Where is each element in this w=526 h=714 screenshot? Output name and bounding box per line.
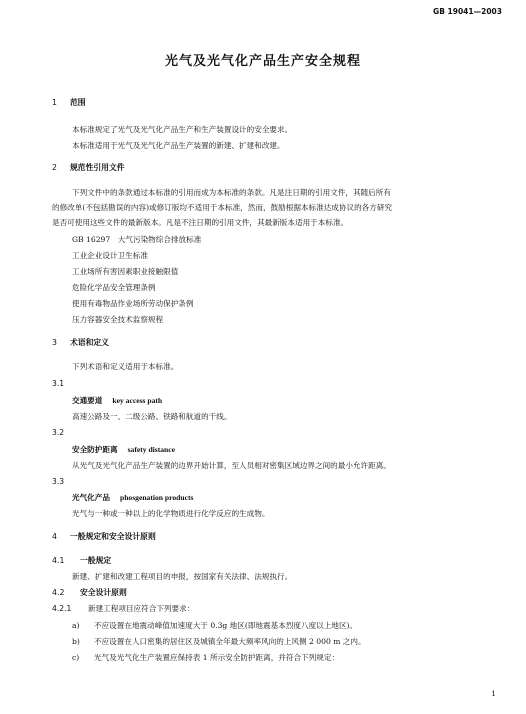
list-label: c)	[72, 653, 80, 662]
list-item	[72, 653, 339, 663]
paragraph: 是否可使用这些文件的最新版本。凡是不注日期的引用文件，其最新版本适用于本标准。	[52, 218, 349, 227]
document-title: 光气及光气化产品生产安全规程	[164, 54, 361, 69]
list-item	[72, 621, 357, 631]
subsection-number: 4.2	[52, 588, 65, 597]
term-number: 3.2	[52, 428, 65, 437]
paragraph: 本标准规定了光气及光气化产品生产和生产装置设计的安全要求。	[72, 125, 293, 134]
clause-number: 4.2.1	[52, 604, 72, 613]
section-3-heading	[52, 338, 109, 348]
term-entry	[72, 445, 175, 455]
reference-item: 工业企业设计卫生标准	[72, 251, 148, 260]
subsection-title: 一般规定	[80, 556, 112, 565]
subsection-title: 安全设计原则	[80, 588, 127, 597]
reference-item: GB 16297 大气污染物综合排放标准	[72, 235, 202, 244]
reference-item: 工业场所有害因素职业接触限值	[72, 267, 179, 276]
paragraph: 本标准适用于光气及光气化产品生产装置的新建、扩建和改建。	[72, 141, 285, 150]
term-definition: 高速公路及一、二级公路、铁路和航道的干线。	[72, 412, 232, 421]
section-title: 范围	[70, 98, 86, 107]
section-1-heading	[52, 98, 86, 108]
term-entry	[72, 493, 193, 503]
list-label: b)	[72, 637, 80, 646]
reference-item: 危险化学品安全管理条例	[72, 283, 156, 292]
section-2-heading	[52, 163, 125, 173]
term-en: key access path	[112, 396, 163, 405]
reference-item: 使用有毒物品作业场所劳动保护条例	[72, 299, 194, 308]
subsection-number: 4.1	[52, 556, 65, 565]
section-number: 1	[52, 98, 57, 107]
page-number: 1	[491, 689, 496, 698]
list-text: 不应设置在地震动峰值加速度大于 0.3g 地区(即地震基本烈度八度以上地区)。	[94, 621, 358, 630]
list-text: 不应设置在人口密集的居住区及城镇全年最大频率风向的上风侧 2 000 m 之内。	[94, 637, 366, 646]
term-entry	[72, 396, 162, 406]
term-definition: 从光气及光气化产品生产装置的边界开始计算，至人员相对密集区域边界之间的最小允许距离。	[72, 461, 391, 470]
section-title: 术语和定义	[70, 338, 109, 347]
term-zh: 安全防护距离	[72, 445, 118, 454]
section-title: 规范性引用文件	[70, 163, 125, 172]
term-number: 3.3	[52, 477, 65, 486]
section-number: 4	[52, 532, 57, 541]
list-text: 光气及光气化生产装置应保持表 1 所示安全防护距离，并符合下列规定：	[94, 653, 340, 662]
term-zh: 光气化产品	[72, 493, 110, 502]
term-number: 3.1	[52, 379, 65, 388]
paragraph: 下列术语和定义适用于本标准。	[72, 362, 179, 371]
section-4-heading	[52, 532, 156, 542]
subsection-4-2-heading	[52, 588, 127, 598]
term-en: phosgenation products	[119, 493, 194, 502]
subsection-4-1-heading	[52, 556, 111, 566]
term-zh: 交通要道	[72, 396, 103, 405]
section-title: 一般规定和安全设计原则	[70, 532, 156, 541]
paragraph: 新建、扩建和改建工程项目的申报，按国家有关法律、法规执行。	[72, 572, 293, 581]
standard-code: GB 19041—2003	[433, 7, 502, 16]
paragraph: 下列文件中的条款通过本标准的引用而成为本标准的条款。凡是注日期的引用文件，其随后所有	[72, 188, 391, 197]
clause-text: 新建工程项目应符合下列要求：	[88, 604, 195, 613]
paragraph: 的修改单(不包括勘误的内容)或修订版均不适用于本标准，然而，鼓励根据本标准达成协议的各方研究	[52, 203, 393, 212]
list-label: a)	[72, 621, 80, 630]
section-number: 3	[52, 338, 57, 347]
list-item	[72, 637, 366, 647]
reference-item: 压力容器安全技术监察规程	[72, 315, 164, 324]
section-number: 2	[52, 163, 57, 172]
term-definition: 光气与一种或一种以上的化学物质进行化学反应的生成物。	[72, 509, 270, 518]
term-en: safety distance	[127, 445, 176, 454]
clause-4-2-1	[52, 604, 194, 614]
